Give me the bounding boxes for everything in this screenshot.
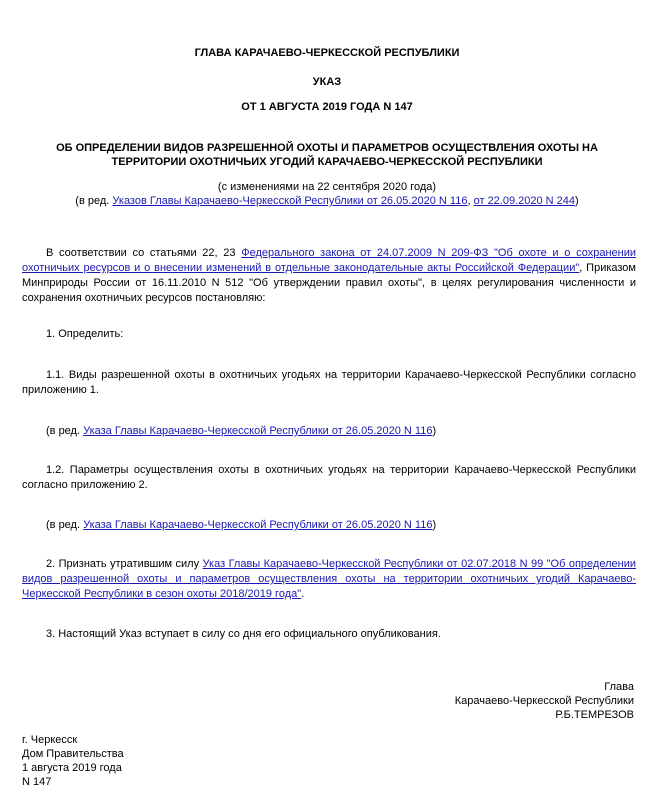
document-title-line1: ОБ ОПРЕДЕЛЕНИИ ВИДОВ РАЗРЕШЕННОЙ ОХОТЫ И ПАРАМЕТРОВ ОСУЩЕСТВЛЕНИЯ ОХОТЫ НА [56, 142, 598, 154]
item-1-1: 1.1. Виды разрешенной охоты в охотничьих угодьях на территории Карачаево-Черкесской Республики согласно приложению 1. [22, 369, 636, 396]
item-2-suffix: . [301, 588, 305, 600]
footer-city: г. Черкесск [22, 734, 78, 746]
footer-date: 1 августа 2019 года [22, 762, 122, 774]
edit-prefix: (в ред. [46, 425, 84, 437]
footer-number: N 147 [22, 776, 52, 788]
item-1-2: 1.2. Параметры осуществления охоты в охотничьих угодьях на территории Карачаево-Черкесской Республики согласно приложению 2. [22, 464, 636, 491]
federal-law-link[interactable]: Федерального закона от 24.07.2009 N 209-ФЗ "Об охоте и о сохранении охотничьих ресурсов и о внесении изменений в отдельные законодательные акты Российской Федерации" [22, 247, 636, 274]
edition-link-116[interactable]: Указов Главы Карачаево-Черкесской Республики от 26.05.2020 N 116 [112, 195, 468, 207]
signature-region: Карачаево-Черкесской Республики [454, 695, 634, 707]
preamble-paragraph [22, 246, 636, 306]
edition-separator: , [467, 195, 474, 207]
document-title-line2: ТЕРРИТОРИИ ОХОТНИЧЬИХ УГОДИЙ КАРАЧАЕВО-ЧЕРКЕССКОЙ РЕСПУБЛИКИ [111, 156, 543, 168]
edit-link-1-1[interactable]: Указа Главы Карачаево-Черкесской Республики от 26.05.2020 N 116 [83, 425, 433, 437]
preamble-prefix: В соответствии со статьями 22, 23 [46, 247, 242, 259]
issuing-authority: ГЛАВА КАРАЧАЕВО-ЧЕРКЕССКОЙ РЕСПУБЛИКИ [194, 47, 460, 59]
edit-link-1-2[interactable]: Указа Главы Карачаево-Черкесской Республики от 26.05.2020 N 116 [83, 519, 433, 531]
footer-place: Дом Правительства [22, 748, 124, 760]
repealed-decree-link[interactable]: Указ Главы Карачаево-Черкесской Республики от 02.07.2018 N 99 "Об определении видов разрешенной охоты и параметров осуществления охоты на территории охотничьих угодий Карачаево-Черкесской Республики в сезон охоты 2018/2019 года" [22, 558, 636, 600]
changes-note: (с изменениями на 22 сентября 2020 года) [217, 181, 437, 193]
item-1: 1. Определить: [46, 328, 124, 340]
edition-note [0, 195, 654, 207]
edit-suffix: ) [432, 519, 437, 531]
edition-suffix: ) [575, 195, 579, 207]
signature-name: Р.Б.ТЕМРЕЗОВ [555, 709, 634, 721]
edition-prefix: (в ред. [75, 195, 113, 207]
edit-prefix: (в ред. [46, 519, 84, 531]
edit-note-1-1 [46, 424, 436, 438]
item-3: 3. Настоящий Указ вступает в силу со дня его официального опубликования. [46, 628, 441, 640]
signature-title: Глава [604, 681, 634, 693]
document-date-number: ОТ 1 АВГУСТА 2019 ГОДА N 147 [241, 101, 413, 113]
preamble-suffix: , Приказом Минприроды России от 16.11.2010 N 512 "Об утверждении правил охоты", в целях регулирования численности и сохранения охотничьих ресурсов постановляю: [22, 262, 636, 304]
edit-note-1-2 [46, 518, 436, 532]
edit-suffix: ) [432, 425, 437, 437]
document-type: УКАЗ [312, 76, 342, 88]
edition-link-244[interactable]: от 22.09.2020 N 244 [473, 195, 576, 207]
item-2 [22, 557, 636, 602]
item-2-prefix: 2. Признать утратившим силу [46, 558, 203, 570]
